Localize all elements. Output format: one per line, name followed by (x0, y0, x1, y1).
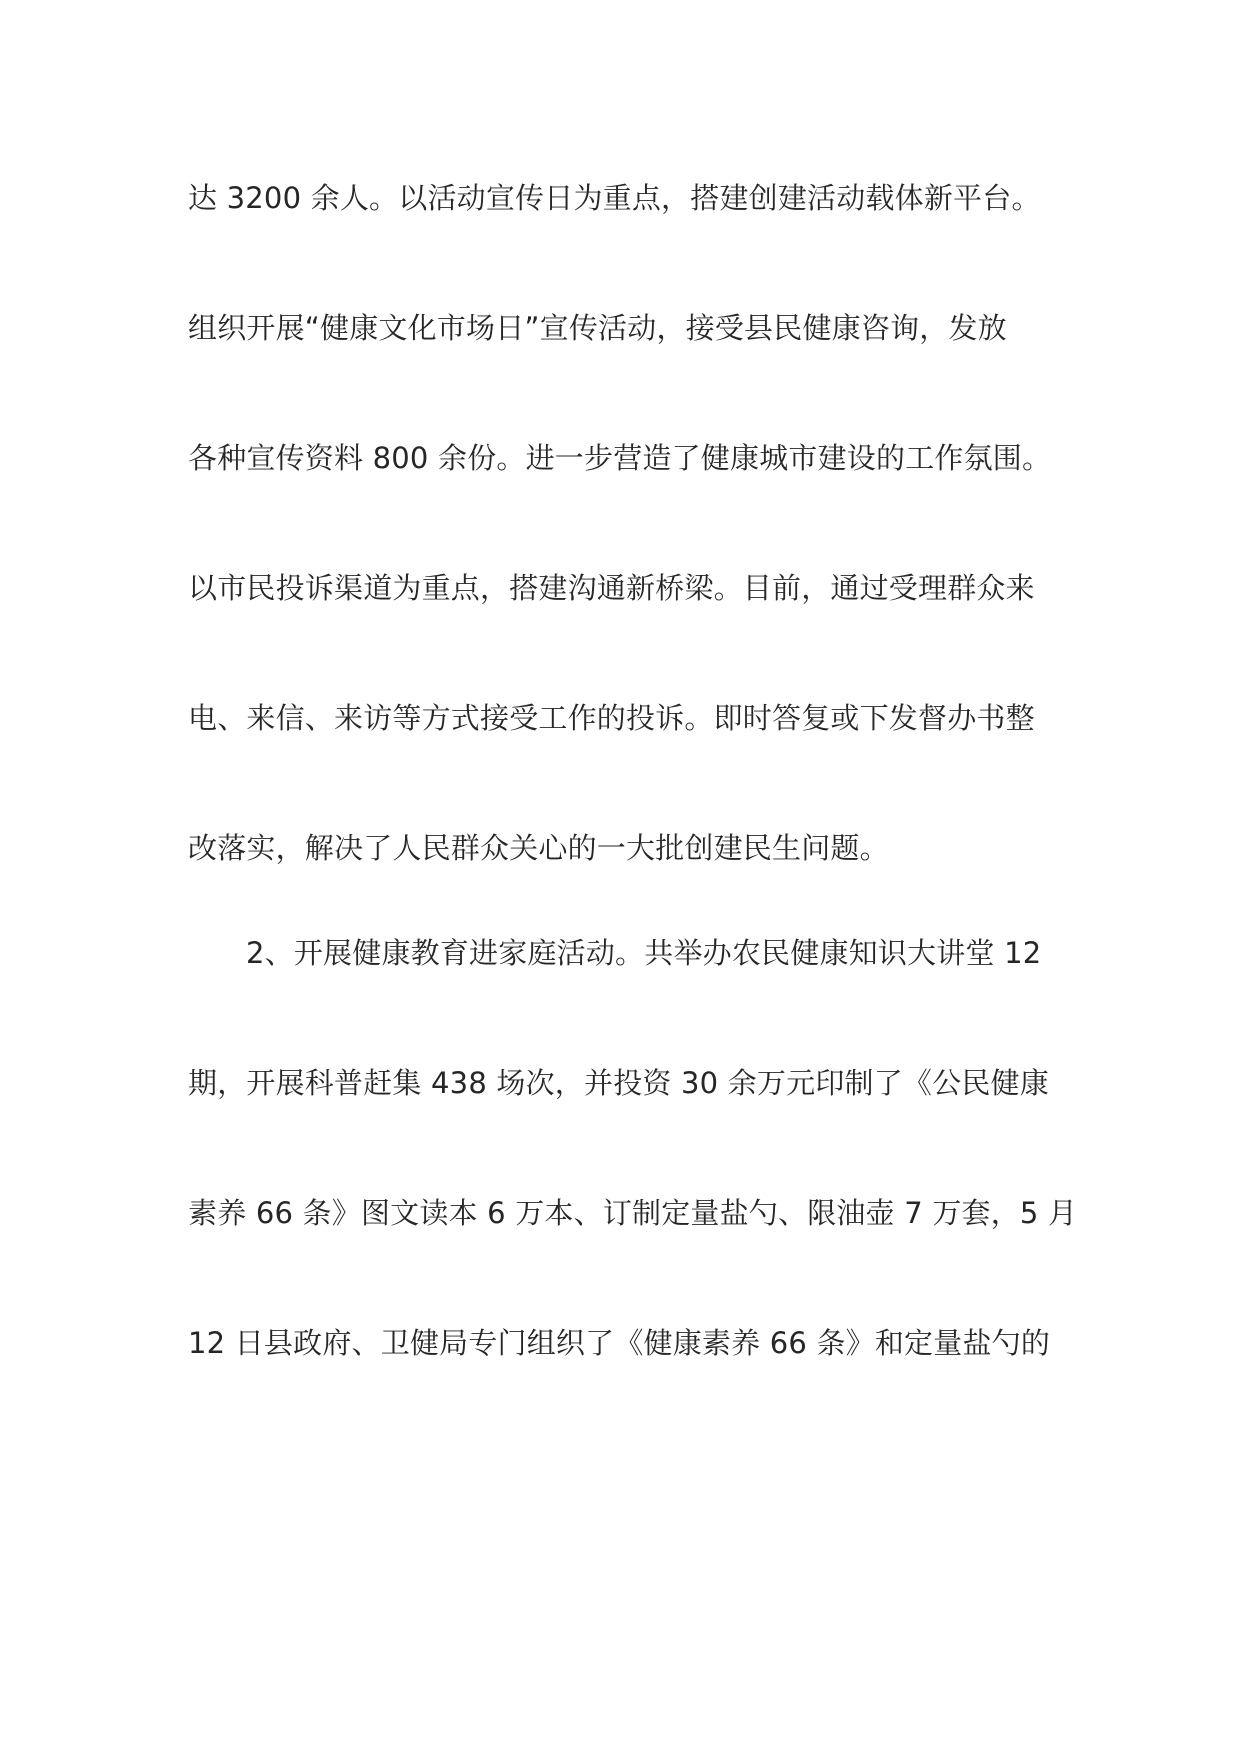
text-line: 组织开展“健康文化市场日”宣传活动，接受县民健康咨询，发放 (188, 311, 1007, 345)
paragraph-start-line: 2、开展健康教育进家庭活动。共举办农民健康知识大讲堂 12 (246, 936, 1042, 970)
text-line: 以市民投诉渠道为重点，搭建沟通新桥梁。目前，通过受理群众来 (188, 571, 1035, 605)
text-line: 达 3200 余人。以活动宣传日为重点，搭建创建活动载体新平台。 (188, 181, 1041, 215)
text-line: 12 日县政府、卫健局专门组织了《健康素养 66 条》和定量盐勺的 (188, 1326, 1051, 1360)
text-line: 各种宣传资料 800 余份。进一步营造了健康城市建设的工作氛围。 (188, 441, 1052, 475)
text-line: 电、来信、来访等方式接受工作的投诉。即时答复或下发督办书整 (188, 701, 1035, 735)
text-line: 改落实，解决了人民群众关心的一大批创建民生问题。 (188, 831, 889, 865)
text-line: 素养 66 条》图文读本 6 万本、订制定量盐勺、限油壶 7 万套，5 月 (188, 1196, 1078, 1230)
text-line: 期，开展科普赶集 438 场次，并投资 30 余万元印制了《公民健康 (188, 1066, 1049, 1100)
